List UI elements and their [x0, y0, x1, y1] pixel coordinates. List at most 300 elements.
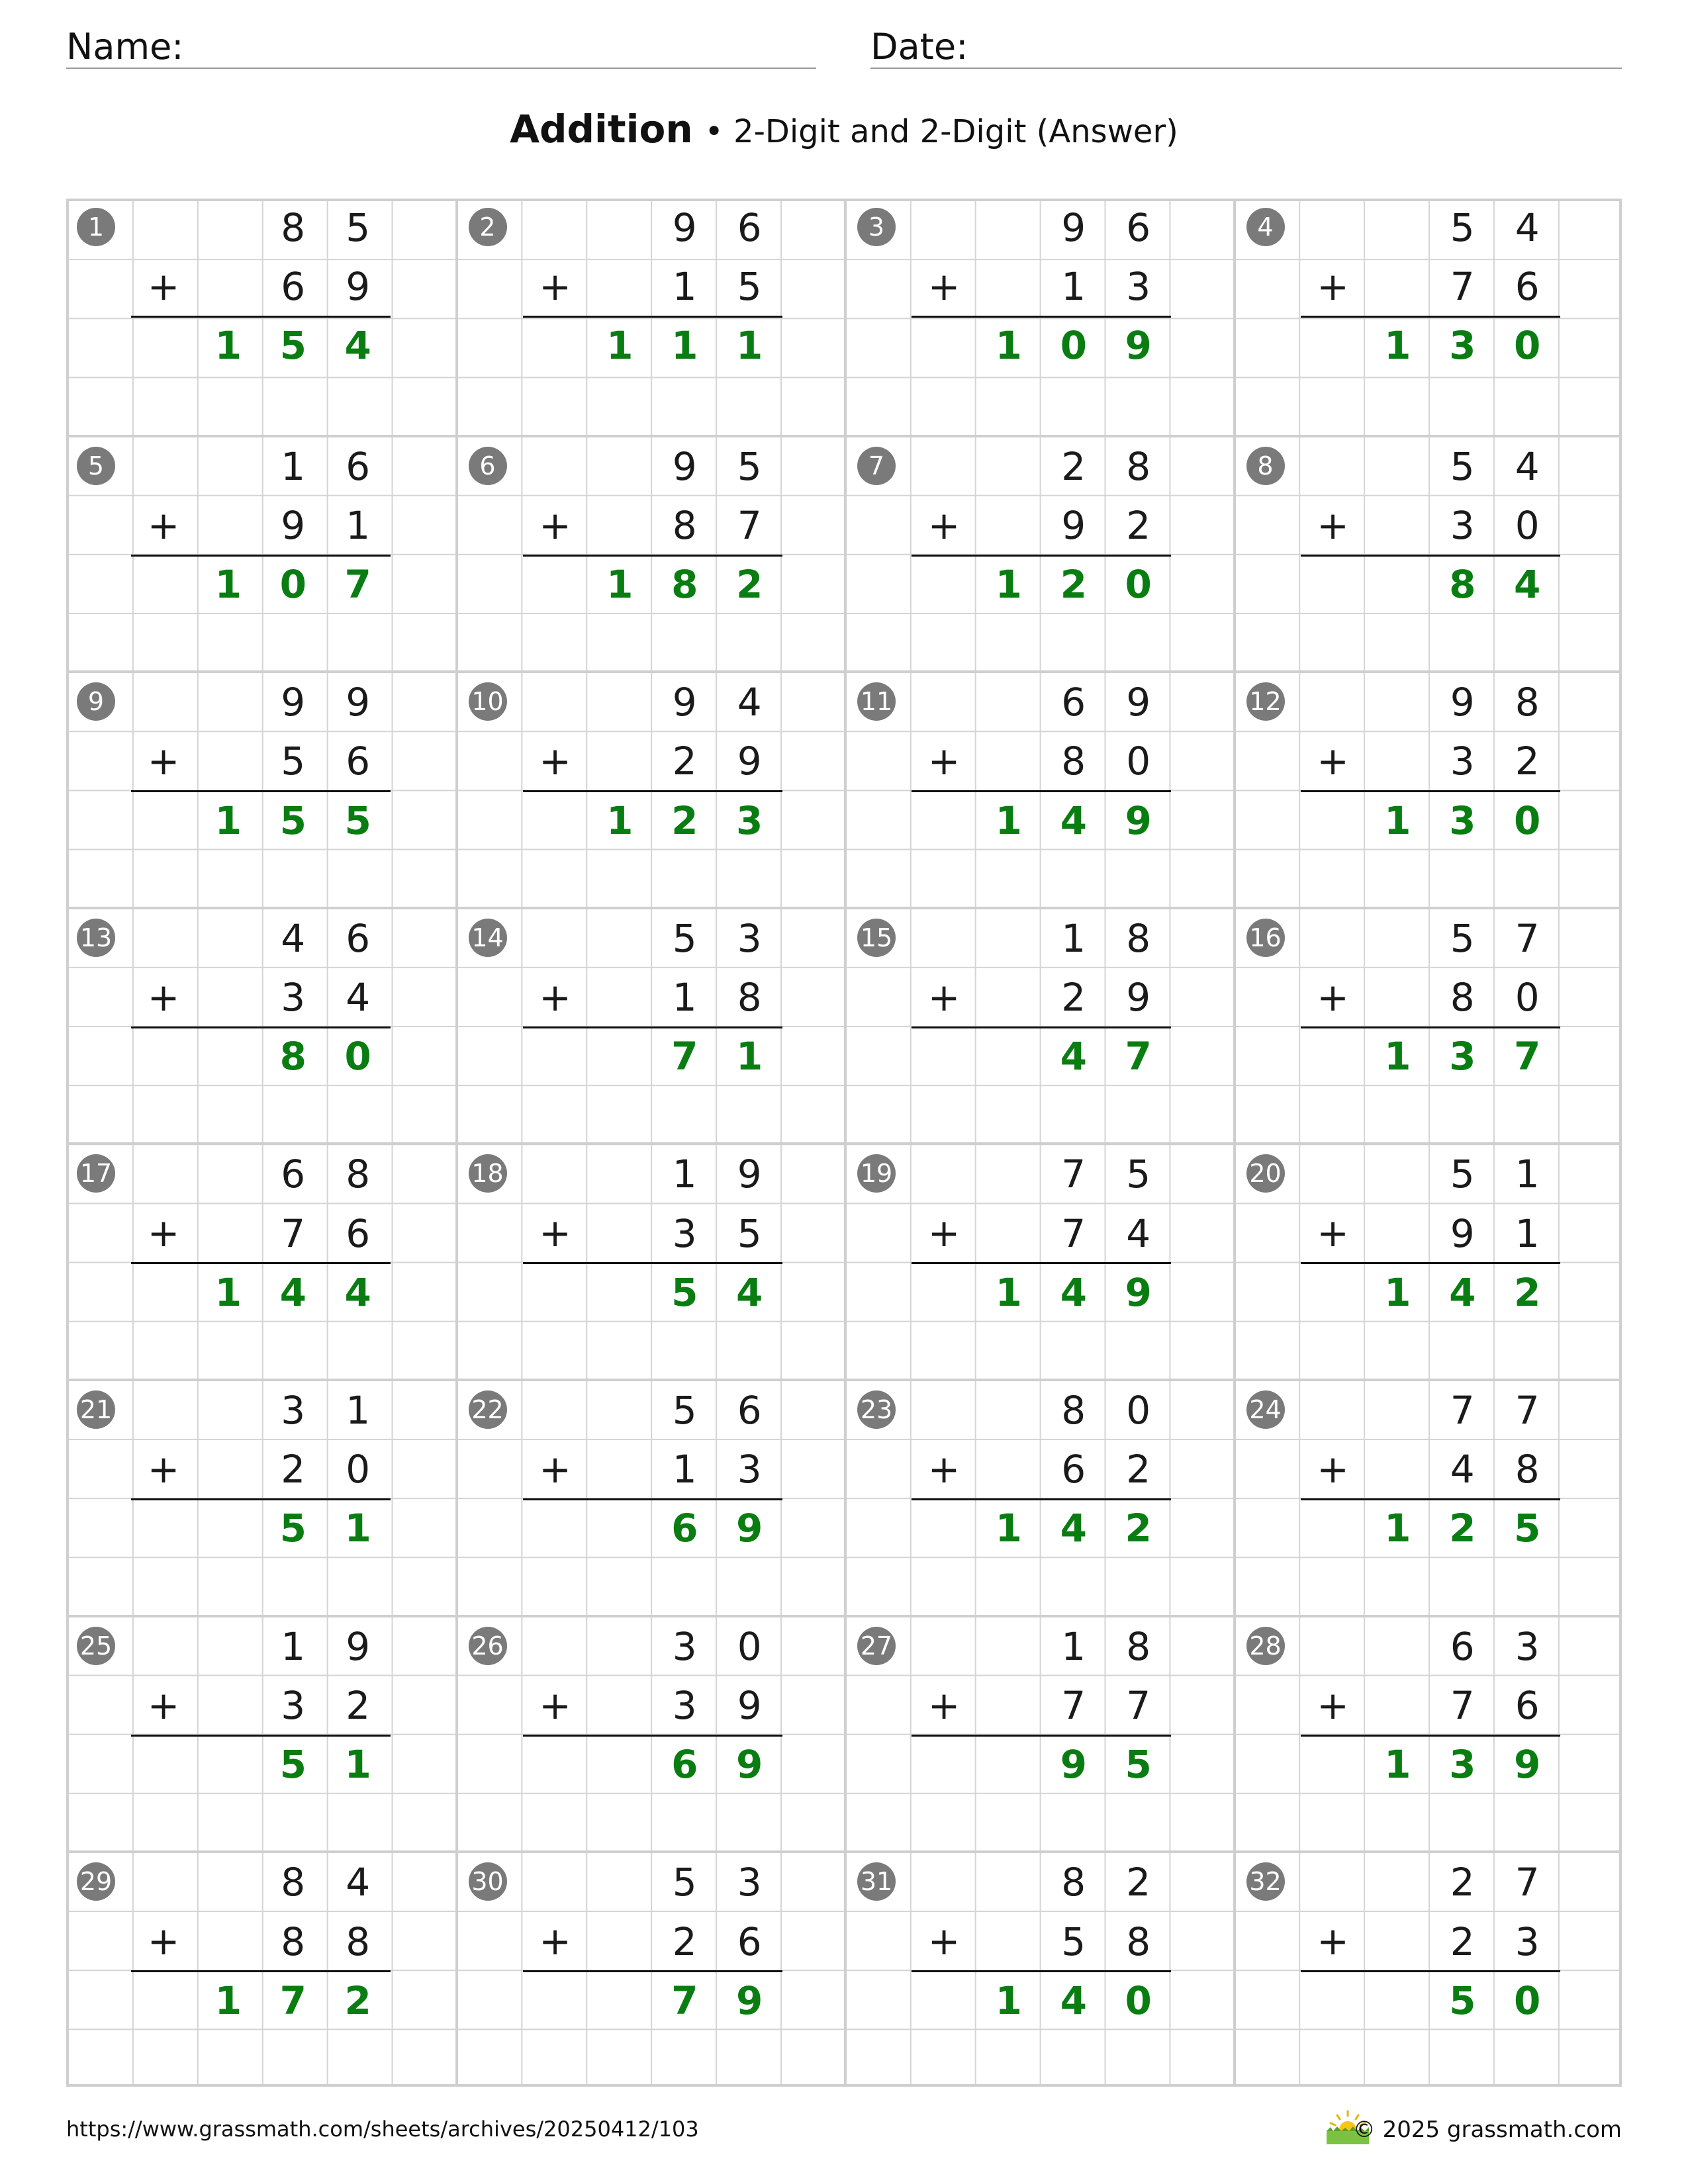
addend-bottom-digit: 3 — [281, 1682, 306, 1728]
answer-digit: 4 — [1060, 1506, 1087, 1551]
plus-sign: + — [539, 264, 571, 309]
answer-digit: 4 — [1060, 797, 1087, 843]
date-field[interactable] — [870, 26, 1622, 69]
answer-digit: 9 — [1125, 323, 1152, 369]
answer-digit: 8 — [671, 561, 698, 607]
answer-digit: 1 — [344, 1742, 371, 1788]
problem-number-badge: 4 — [1246, 208, 1285, 246]
addend-top-digit: 5 — [672, 1860, 697, 1905]
problem-number-badge: 14 — [469, 919, 507, 957]
addend-top-digit: 2 — [1126, 1860, 1151, 1905]
answer-digit: 7 — [1125, 1034, 1152, 1079]
addend-top-digit: 2 — [1450, 1860, 1475, 1905]
addend-top-digit: 1 — [281, 443, 306, 489]
addend-top-digit: 8 — [1061, 1388, 1086, 1433]
answer-digit: 4 — [735, 1269, 763, 1315]
problem-24 — [1233, 1379, 1622, 1615]
answer-digit: 9 — [735, 1506, 763, 1551]
addend-bottom-digit: 8 — [346, 1919, 371, 1964]
answer-digit: 1 — [995, 323, 1022, 369]
addend-top-digit: 2 — [1061, 443, 1086, 489]
addend-bottom-digit: 8 — [1450, 975, 1475, 1020]
problem-1 — [66, 199, 455, 435]
plus-sign: + — [147, 502, 180, 548]
addend-bottom-digit: 3 — [1126, 264, 1151, 310]
problem-number-badge: 29 — [77, 1862, 115, 1901]
addend-bottom-digit: 8 — [737, 975, 762, 1020]
answer-digit: 0 — [1060, 323, 1087, 369]
addend-top-digit: 4 — [1515, 443, 1540, 489]
addend-top-digit: 8 — [1126, 443, 1151, 489]
answer-digit: 2 — [671, 797, 698, 843]
answer-digit: 4 — [279, 1269, 306, 1315]
answer-digit: 5 — [1125, 1742, 1152, 1788]
addend-bottom-digit: 1 — [346, 502, 371, 548]
name-label: Name: — [66, 26, 184, 68]
addend-bottom-digit: 3 — [672, 1682, 697, 1728]
addend-top-digit: 6 — [737, 205, 762, 250]
answer-digit: 1 — [995, 1506, 1022, 1551]
addend-bottom-digit: 2 — [672, 1919, 697, 1964]
addend-top-digit: 5 — [672, 915, 697, 961]
answer-digit: 3 — [735, 797, 763, 843]
addend-bottom-digit: 7 — [1126, 1682, 1151, 1728]
plus-sign: + — [1317, 264, 1349, 309]
plus-sign: + — [539, 1919, 571, 1964]
addend-top-digit: 9 — [1126, 680, 1151, 725]
addend-bottom-digit: 4 — [346, 975, 371, 1020]
addend-bottom-digit: 6 — [346, 739, 371, 784]
addend-bottom-digit: 8 — [1515, 1447, 1540, 1492]
problem-number-badge: 24 — [1246, 1390, 1285, 1429]
addend-top-digit: 9 — [672, 680, 697, 725]
answer-digit: 2 — [1125, 1506, 1152, 1551]
plus-sign: + — [927, 1682, 961, 1728]
answer-digit: 1 — [214, 797, 242, 843]
addend-top-digit: 5 — [672, 1388, 697, 1433]
problem-2 — [455, 199, 845, 435]
problem-3 — [844, 199, 1233, 435]
addend-top-digit: 9 — [672, 205, 697, 250]
addend-top-digit: 3 — [737, 915, 762, 961]
addend-top-digit: 3 — [1515, 1623, 1540, 1669]
addend-bottom-digit: 9 — [346, 264, 371, 310]
addend-top-digit: 7 — [1450, 1388, 1475, 1433]
addend-top-digit: 7 — [1061, 1152, 1086, 1197]
problem-number-badge: 5 — [77, 447, 115, 485]
answer-digit: 1 — [995, 561, 1022, 607]
problem-7 — [844, 435, 1233, 671]
answer-digit: 1 — [1384, 1269, 1411, 1315]
addend-bottom-digit: 6 — [346, 1210, 371, 1256]
answer-digit: 4 — [1060, 1978, 1087, 2023]
answer-digit: 2 — [735, 561, 763, 607]
addend-top-digit: 5 — [1450, 205, 1475, 250]
addend-bottom-digit: 6 — [1061, 1447, 1086, 1492]
addend-top-digit: 7 — [1515, 1388, 1540, 1433]
answer-digit: 5 — [1449, 1978, 1476, 2023]
answer-digit: 9 — [735, 1742, 763, 1788]
addend-bottom-digit: 3 — [1450, 502, 1475, 548]
addend-top-digit: 9 — [1450, 680, 1475, 725]
addend-bottom-digit: 7 — [1450, 1682, 1475, 1728]
plus-sign: + — [1317, 1682, 1349, 1728]
addend-bottom-digit: 2 — [346, 1682, 371, 1728]
problem-number-badge: 7 — [857, 447, 896, 485]
addend-top-digit: 6 — [737, 1388, 762, 1433]
addend-bottom-digit: 8 — [281, 1919, 306, 1964]
answer-digit: 9 — [1513, 1742, 1541, 1788]
plus-sign: + — [539, 1210, 571, 1256]
answer-digit: 2 — [1060, 561, 1087, 607]
addend-top-digit: 8 — [1515, 680, 1540, 725]
answer-digit: 7 — [671, 1978, 698, 2023]
problem-number-badge: 17 — [77, 1154, 115, 1193]
addend-bottom-digit: 6 — [281, 264, 306, 310]
addend-bottom-digit: 3 — [1515, 1919, 1540, 1964]
plus-sign: + — [539, 502, 571, 548]
problem-number-badge: 31 — [857, 1862, 896, 1901]
plus-sign: + — [1317, 739, 1349, 784]
problem-number-badge: 15 — [857, 919, 896, 957]
answer-digit: 1 — [995, 1269, 1022, 1315]
problem-28 — [1233, 1615, 1622, 1851]
answer-digit: 1 — [1384, 323, 1411, 369]
answer-digit: 5 — [1513, 1506, 1541, 1551]
answer-digit: 4 — [1513, 561, 1541, 607]
problem-13 — [66, 907, 455, 1143]
addend-bottom-digit: 9 — [737, 1682, 762, 1728]
answer-digit: 5 — [671, 1269, 698, 1315]
addend-top-digit: 3 — [281, 1388, 306, 1433]
answer-digit: 2 — [1449, 1506, 1476, 1551]
addend-top-digit: 9 — [346, 680, 371, 725]
answer-digit: 8 — [279, 1034, 306, 1079]
answer-digit: 4 — [1060, 1034, 1087, 1079]
answer-digit: 3 — [1449, 323, 1476, 369]
plus-sign: + — [927, 1447, 961, 1492]
addend-bottom-digit: 9 — [1450, 1210, 1475, 1256]
answer-digit: 6 — [671, 1742, 698, 1788]
plus-sign: + — [1317, 974, 1349, 1020]
problem-8 — [1233, 435, 1622, 671]
addend-bottom-digit: 8 — [1061, 739, 1086, 784]
addend-bottom-digit: 6 — [737, 1919, 762, 1964]
addend-bottom-digit: 1 — [672, 1447, 697, 1492]
problem-number-badge: 8 — [1246, 447, 1285, 485]
plus-sign: + — [927, 1919, 961, 1964]
addend-top-digit: 4 — [346, 1860, 371, 1905]
answer-digit: 1 — [735, 1034, 763, 1079]
footer-url[interactable]: https://www.grassmath.com/sheets/archives/20250412/103 — [66, 2116, 699, 2142]
answer-digit: 7 — [1513, 1034, 1541, 1079]
addend-top-digit: 8 — [281, 205, 306, 250]
addend-bottom-digit: 6 — [1515, 264, 1540, 310]
addend-top-digit: 1 — [672, 1152, 697, 1197]
answer-digit: 8 — [1449, 561, 1476, 607]
answer-digit: 1 — [214, 1269, 242, 1315]
plus-sign: + — [927, 502, 961, 548]
addend-top-digit: 6 — [281, 1152, 306, 1197]
problem-number-badge: 6 — [469, 447, 507, 485]
addend-top-digit: 0 — [1126, 1388, 1151, 1433]
plus-sign: + — [539, 974, 571, 1020]
addend-top-digit: 8 — [281, 1860, 306, 1905]
name-field[interactable] — [66, 26, 816, 69]
plus-sign: + — [539, 1447, 571, 1492]
date-label: Date: — [870, 26, 968, 68]
addend-bottom-digit: 7 — [1061, 1682, 1086, 1728]
answer-digit: 0 — [279, 561, 306, 607]
plus-sign: + — [927, 264, 961, 309]
addend-top-digit: 1 — [1515, 1152, 1540, 1197]
addend-top-digit: 0 — [737, 1623, 762, 1669]
problem-27 — [844, 1615, 1233, 1851]
problem-31 — [844, 1850, 1233, 2087]
problem-25 — [66, 1615, 455, 1851]
problem-number-badge: 19 — [857, 1154, 896, 1193]
answer-digit: 0 — [1513, 323, 1541, 369]
addend-top-digit: 6 — [1061, 680, 1086, 725]
addend-top-digit: 1 — [346, 1388, 371, 1433]
addend-bottom-digit: 1 — [672, 975, 697, 1020]
answer-digit: 1 — [606, 323, 633, 369]
answer-digit: 3 — [1449, 797, 1476, 843]
addend-top-digit: 8 — [346, 1152, 371, 1197]
answer-digit: 1 — [1384, 1506, 1411, 1551]
problem-10 — [455, 670, 845, 907]
addend-top-digit: 8 — [1061, 1860, 1086, 1905]
footer-copyright: © 2025 grassmath.com — [1352, 2116, 1622, 2143]
problem-number-badge: 21 — [77, 1390, 115, 1429]
problem-number-badge: 26 — [469, 1627, 507, 1665]
problem-12 — [1233, 670, 1622, 907]
answer-digit: 4 — [344, 323, 371, 369]
plus-sign: + — [147, 264, 180, 309]
plus-sign: + — [539, 739, 571, 784]
answer-digit: 5 — [344, 797, 371, 843]
addend-bottom-digit: 1 — [1061, 264, 1086, 310]
addend-top-digit: 6 — [346, 915, 371, 961]
problem-number-badge: 27 — [857, 1627, 896, 1665]
addend-bottom-digit: 2 — [1126, 1447, 1151, 1492]
problem-18 — [455, 1142, 845, 1379]
addend-bottom-digit: 0 — [346, 1447, 371, 1492]
addend-bottom-digit: 9 — [281, 502, 306, 548]
problem-number-badge: 2 — [469, 208, 507, 246]
problem-number-badge: 23 — [857, 1390, 896, 1429]
addend-top-digit: 5 — [1450, 443, 1475, 489]
addend-bottom-digit: 6 — [1515, 1682, 1540, 1728]
answer-digit: 0 — [344, 1034, 371, 1079]
problem-grid — [66, 199, 1622, 2087]
plus-sign: + — [1317, 1447, 1349, 1492]
addend-bottom-digit: 2 — [1515, 739, 1540, 784]
plus-sign: + — [1317, 1919, 1349, 1964]
addend-bottom-digit: 8 — [1126, 1919, 1151, 1964]
title-main: Addition — [510, 107, 693, 152]
problem-number-badge: 30 — [469, 1862, 507, 1901]
title-subtitle: • 2-Digit and 2-Digit (Answer) — [704, 113, 1178, 150]
addend-top-digit: 6 — [346, 443, 371, 489]
worksheet-title — [0, 103, 1688, 158]
problem-number-badge: 12 — [1246, 682, 1285, 721]
answer-digit: 3 — [1449, 1742, 1476, 1788]
answer-digit: 3 — [1449, 1034, 1476, 1079]
problem-19 — [844, 1142, 1233, 1379]
answer-digit: 1 — [344, 1506, 371, 1551]
answer-digit: 1 — [995, 797, 1022, 843]
answer-digit: 7 — [671, 1034, 698, 1079]
addend-bottom-digit: 1 — [672, 264, 697, 310]
answer-digit: 5 — [279, 1742, 306, 1788]
answer-digit: 4 — [1060, 1269, 1087, 1315]
plus-sign: + — [927, 739, 961, 784]
problem-number-badge: 1 — [77, 208, 115, 246]
addend-bottom-digit: 7 — [281, 1210, 306, 1256]
answer-digit: 1 — [995, 1978, 1022, 2023]
addend-bottom-digit: 9 — [1061, 502, 1086, 548]
addend-bottom-digit: 2 — [1126, 502, 1151, 548]
problem-number-badge: 9 — [77, 682, 115, 721]
plus-sign: + — [539, 1682, 571, 1728]
addend-bottom-digit: 3 — [281, 975, 306, 1020]
addend-top-digit: 9 — [346, 1623, 371, 1669]
problem-4 — [1233, 199, 1622, 435]
addend-bottom-digit: 3 — [1450, 739, 1475, 784]
addend-bottom-digit: 5 — [281, 739, 306, 784]
answer-digit: 4 — [1449, 1269, 1476, 1315]
addend-top-digit: 3 — [737, 1860, 762, 1905]
answer-digit: 0 — [1125, 561, 1152, 607]
answer-digit: 0 — [1513, 797, 1541, 843]
plus-sign: + — [147, 1210, 180, 1256]
answer-digit: 9 — [1125, 1269, 1152, 1315]
plus-sign: + — [147, 1447, 180, 1492]
addend-bottom-digit: 0 — [1515, 502, 1540, 548]
addend-top-digit: 1 — [281, 1623, 306, 1669]
problem-number-badge: 3 — [857, 208, 896, 246]
answer-digit: 2 — [344, 1978, 371, 2023]
addend-bottom-digit: 7 — [737, 502, 762, 548]
addend-bottom-digit: 1 — [1515, 1210, 1540, 1256]
addend-top-digit: 9 — [672, 443, 697, 489]
answer-digit: 4 — [344, 1269, 371, 1315]
answer-digit: 5 — [279, 797, 306, 843]
addend-top-digit: 5 — [737, 443, 762, 489]
problem-number-badge: 10 — [469, 682, 507, 721]
addend-bottom-digit: 4 — [1126, 1210, 1151, 1256]
problem-26 — [455, 1615, 845, 1851]
answer-digit: 7 — [344, 561, 371, 607]
addend-top-digit: 8 — [1126, 1623, 1151, 1669]
problem-number-badge: 25 — [77, 1627, 115, 1665]
problem-6 — [455, 435, 845, 671]
plus-sign: + — [1317, 502, 1349, 548]
plus-sign: + — [1317, 1210, 1349, 1256]
addend-bottom-digit: 7 — [1450, 264, 1475, 310]
addend-top-digit: 9 — [737, 1152, 762, 1197]
answer-digit: 6 — [671, 1506, 698, 1551]
addend-bottom-digit: 5 — [737, 1210, 762, 1256]
plus-sign: + — [147, 1682, 180, 1728]
answer-digit: 9 — [1125, 797, 1152, 843]
addend-bottom-digit: 2 — [1450, 1919, 1475, 1964]
problem-number-badge: 32 — [1246, 1862, 1285, 1901]
problem-29 — [66, 1850, 455, 2087]
problem-14 — [455, 907, 845, 1143]
problem-15 — [844, 907, 1233, 1143]
addend-top-digit: 5 — [1450, 1152, 1475, 1197]
problem-30 — [455, 1850, 845, 2087]
problem-number-badge: 20 — [1246, 1154, 1285, 1193]
addend-bottom-digit: 0 — [1126, 739, 1151, 784]
addend-top-digit: 1 — [1061, 915, 1086, 961]
addend-bottom-digit: 9 — [737, 739, 762, 784]
problem-number-badge: 28 — [1246, 1627, 1285, 1665]
plus-sign: + — [147, 974, 180, 1020]
addend-bottom-digit: 3 — [672, 1210, 697, 1256]
addend-top-digit: 1 — [1061, 1623, 1086, 1669]
answer-digit: 9 — [735, 1978, 763, 2023]
problem-17 — [66, 1142, 455, 1379]
plus-sign: + — [147, 1919, 180, 1964]
answer-digit: 0 — [1513, 1978, 1541, 2023]
addend-top-digit: 5 — [1450, 915, 1475, 961]
addend-bottom-digit: 3 — [737, 1447, 762, 1492]
addend-top-digit: 8 — [1126, 915, 1151, 961]
answer-digit: 1 — [1384, 1742, 1411, 1788]
answer-digit: 1 — [1384, 1034, 1411, 1079]
addend-top-digit: 9 — [1061, 205, 1086, 250]
addend-top-digit: 6 — [1126, 205, 1151, 250]
addend-top-digit: 9 — [281, 680, 306, 725]
plus-sign: + — [147, 739, 180, 784]
plus-sign: + — [927, 1210, 961, 1256]
addend-bottom-digit: 2 — [1061, 975, 1086, 1020]
problem-number-badge: 13 — [77, 919, 115, 957]
addend-bottom-digit: 8 — [672, 502, 697, 548]
problem-5 — [66, 435, 455, 671]
answer-digit: 1 — [735, 323, 763, 369]
addend-top-digit: 5 — [346, 205, 371, 250]
problem-20 — [1233, 1142, 1622, 1379]
answer-digit: 1 — [1384, 797, 1411, 843]
addend-bottom-digit: 4 — [1450, 1447, 1475, 1492]
problem-22 — [455, 1379, 845, 1615]
answer-digit: 7 — [279, 1978, 306, 2023]
addend-bottom-digit: 0 — [1515, 975, 1540, 1020]
addend-top-digit: 7 — [1515, 1860, 1540, 1905]
addend-top-digit: 5 — [1126, 1152, 1151, 1197]
problem-23 — [844, 1379, 1233, 1615]
addend-bottom-digit: 9 — [1126, 975, 1151, 1020]
problem-16 — [1233, 907, 1622, 1143]
answer-digit: 1 — [214, 561, 242, 607]
answer-digit: 5 — [279, 323, 306, 369]
addend-bottom-digit: 5 — [1061, 1919, 1086, 1964]
answer-digit: 0 — [1125, 1978, 1152, 2023]
problem-9 — [66, 670, 455, 907]
problem-11 — [844, 670, 1233, 907]
plus-sign: + — [927, 974, 961, 1020]
addend-top-digit: 3 — [672, 1623, 697, 1669]
problem-number-badge: 22 — [469, 1390, 507, 1429]
problem-number-badge: 11 — [857, 682, 896, 721]
addend-top-digit: 4 — [1515, 205, 1540, 250]
problem-number-badge: 16 — [1246, 919, 1285, 957]
problem-32 — [1233, 1850, 1622, 2087]
